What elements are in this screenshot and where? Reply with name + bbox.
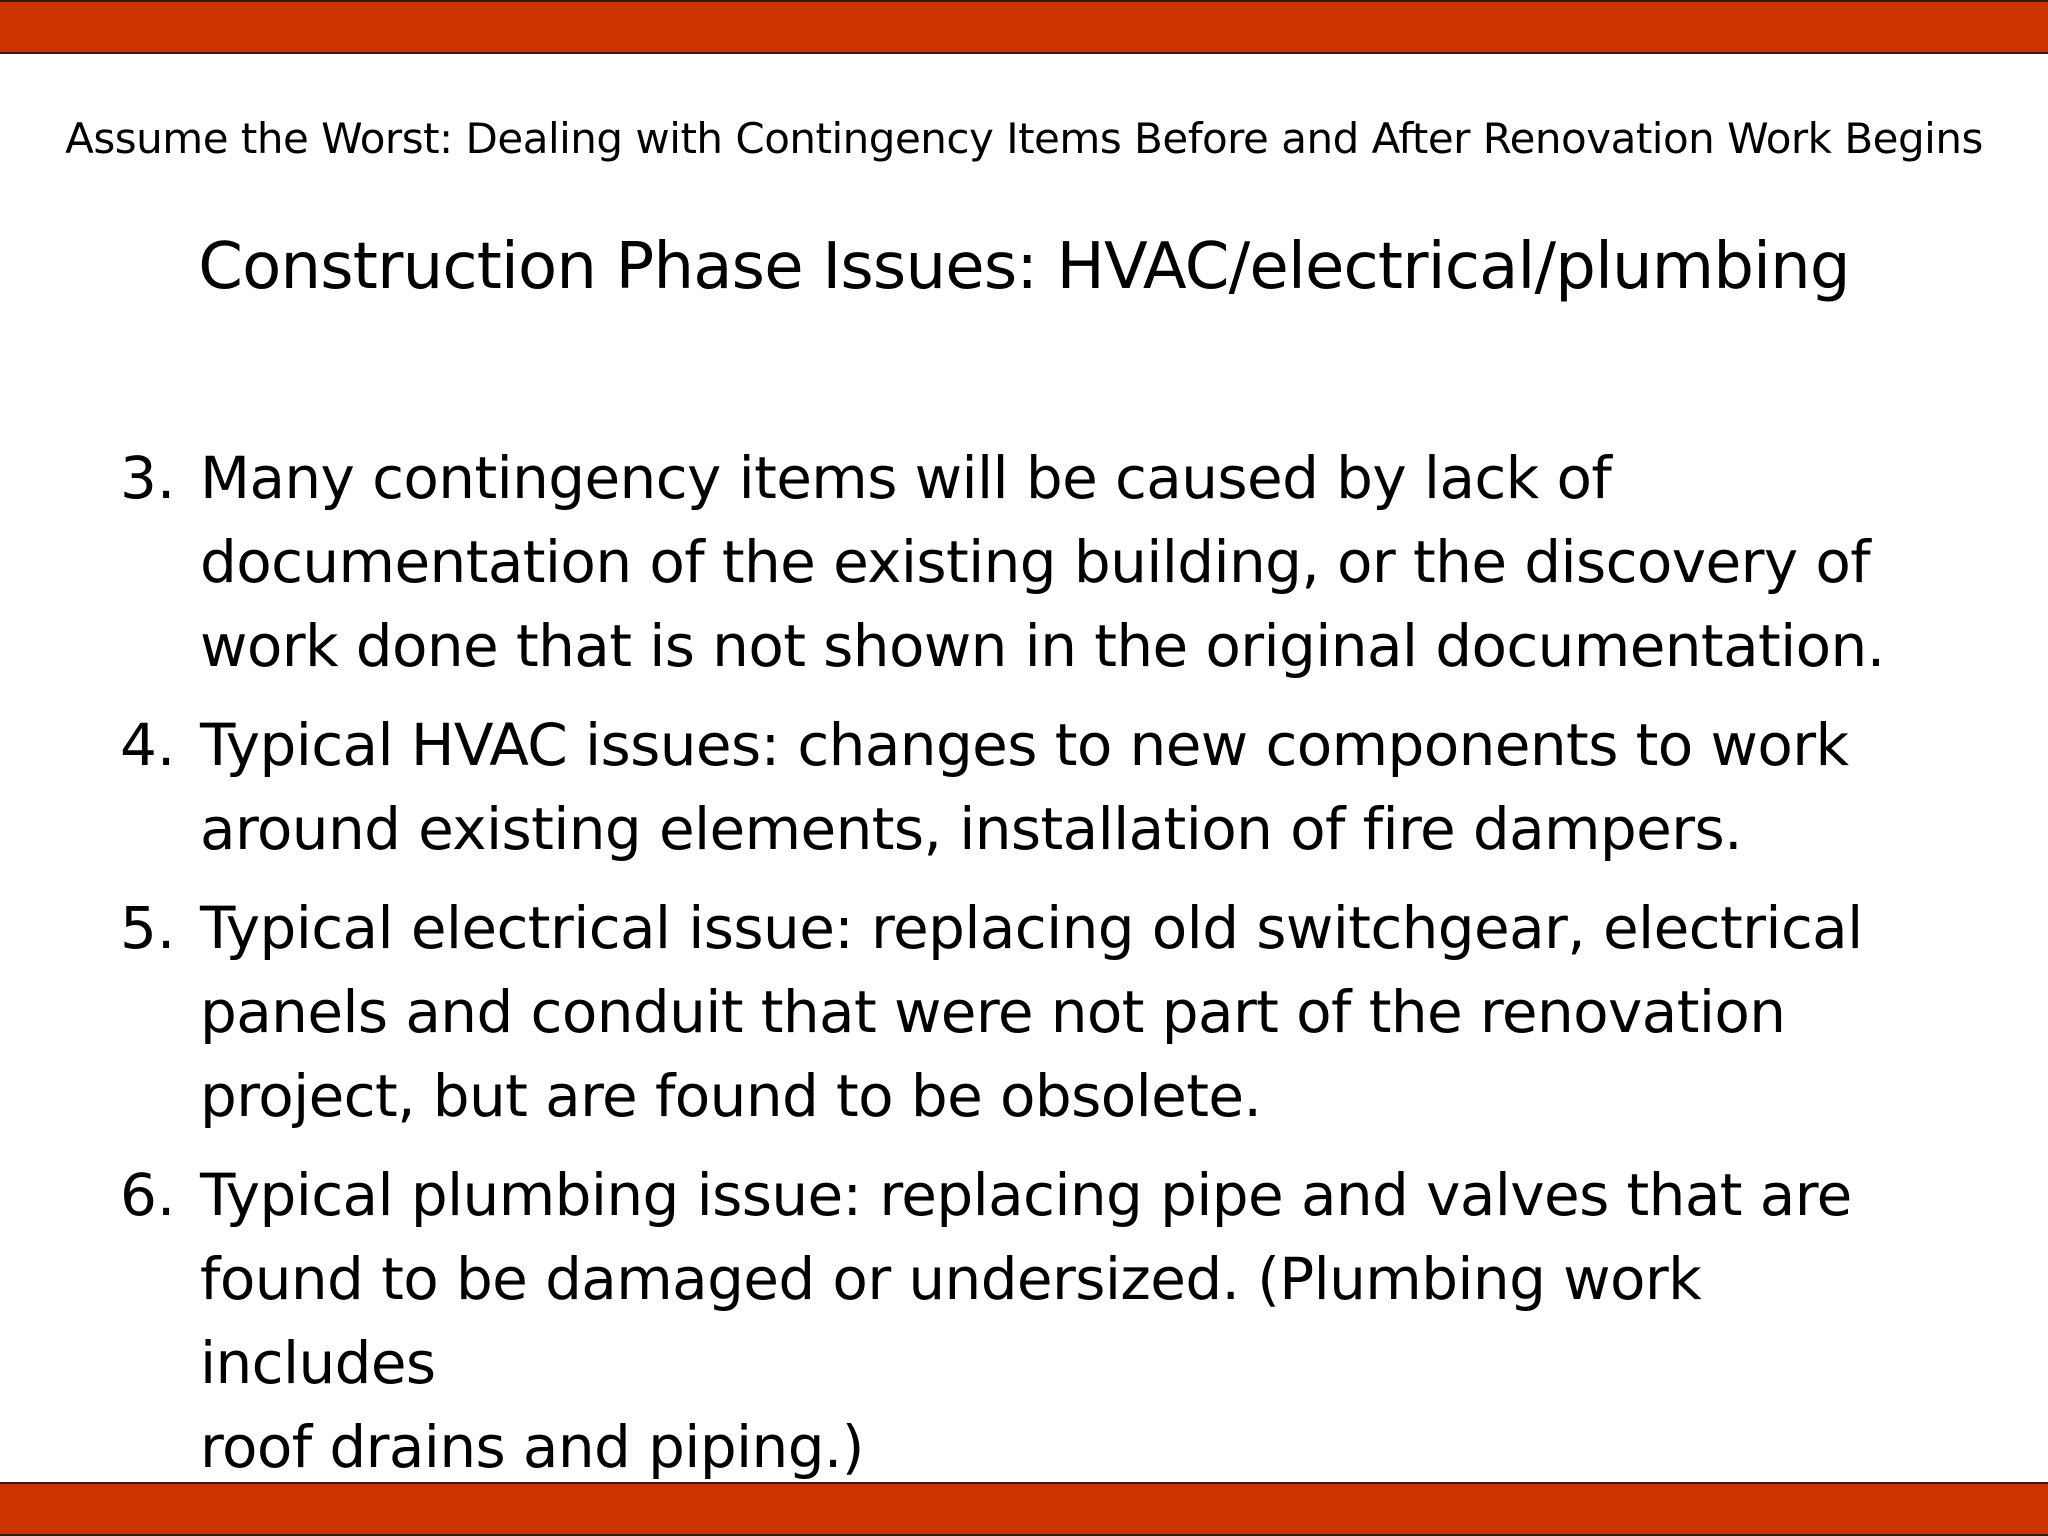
top-accent-bar — [0, 0, 2048, 54]
list-item — [120, 436, 1940, 688]
list-item-text: Typical electrical issue: replacing old switchgear, electrical panels and conduit that were not part of the renovation project, but are found to be obsolete. — [200, 894, 1863, 1130]
list-item-text: Typical HVAC issues: changes to new components to work around existing elements, installation of fire dampers. — [200, 711, 1849, 863]
slide-title: Construction Phase Issues: HVAC/electrical/plumbing — [198, 230, 1850, 304]
list-item-text: Many contingency items will be caused by lack of documentation of the existing building, or the discovery of work done that is not shown in the original documentation. — [200, 444, 1885, 680]
numbered-list — [120, 436, 1940, 1504]
bottom-accent-bar — [0, 1482, 2048, 1536]
list-item-text: Typical plumbing issue: replacing pipe and valves that are found to be damaged or undersized. (Plumbing work includes roof drains and piping.) — [200, 1161, 1852, 1481]
list-item-number: 5. — [120, 894, 176, 962]
list-item-number: 6. — [120, 1161, 176, 1229]
list-item — [120, 886, 1940, 1138]
presentation-header: Assume the Worst: Dealing with Contingency Items Before and After Renovation Work Begins — [65, 114, 1983, 163]
list-item — [120, 1153, 1940, 1489]
list-item-number: 4. — [120, 711, 176, 779]
list-item-number: 3. — [120, 444, 176, 512]
list-item — [120, 703, 1940, 871]
